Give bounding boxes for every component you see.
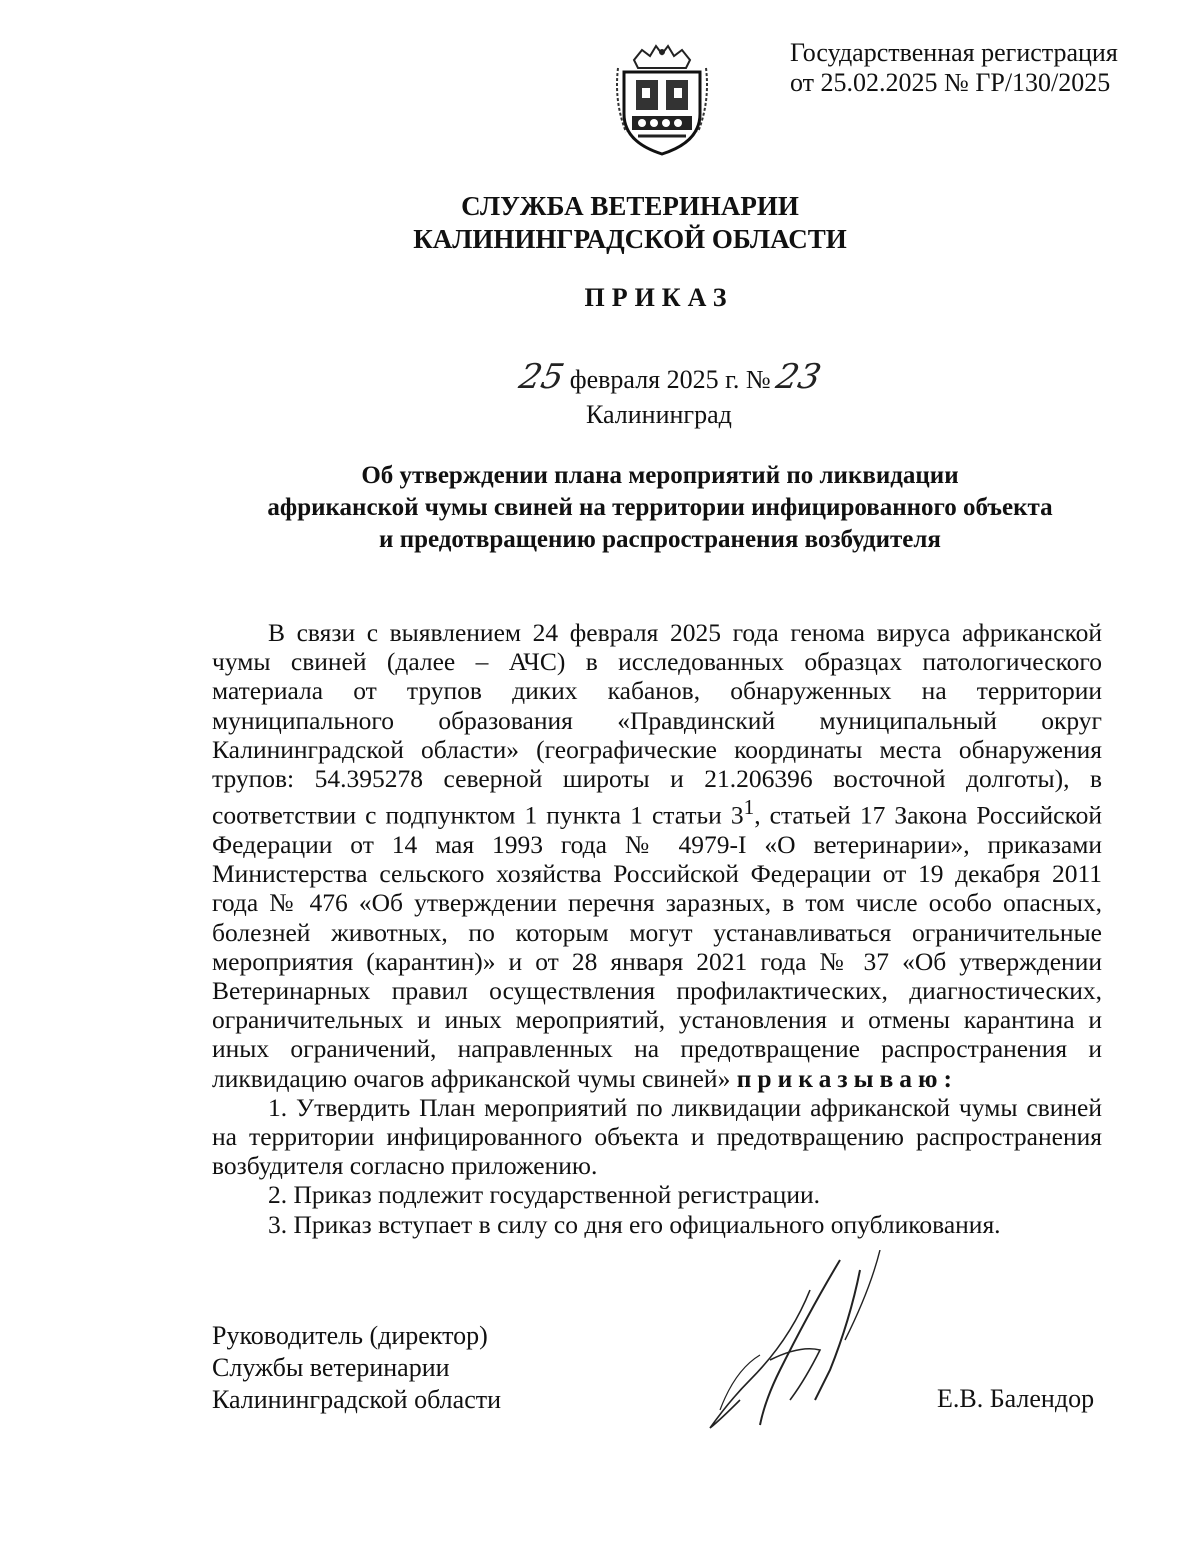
signer-position (212, 1320, 501, 1416)
handwritten-day: 25 (515, 357, 568, 397)
document-type: ПРИКАЗ (584, 283, 734, 312)
title-line-1: Об утверждении плана мероприятий по ликвидации (361, 462, 959, 489)
handwritten-number: 23 (772, 357, 825, 397)
signer-line-2: Службы ветеринарии (212, 1353, 450, 1382)
handwritten-signature-icon (690, 1250, 920, 1440)
signer-line-1: Руководитель (директор) (212, 1321, 488, 1350)
signer-line-3: Калининградской области (212, 1385, 502, 1414)
title-line-2: африканской чумы свиней на территории инфицированного объекта (267, 494, 1053, 521)
title-line-3: и предотвращению распространения возбудителя (379, 526, 941, 553)
organization-name (0, 190, 1200, 256)
registration-stamp (790, 38, 1170, 98)
preamble-part-2: , статьей 17 Закона Российской Федерации от 14 мая 1993 года № 4979-I «О ветеринарии», приказами Министерства сельского хозяйства Российской Федерации от 19 декабря 2011 года № 476 «Об утверждении перечня заразных, в том числе особо опасных, болезней животных, по которым могут устанавливаться ограничительные мероприятия (карантин)» и от 28 января 2021 года № 37 «Об утверждении Ветеринарных правил осуществления профилактических, диагностических, ограничительных и иных мероприятий, установления и отмены карантина и иных ограничений, направленных на предотвращение распространения и ликвидацию очагов африканской чумы свиней» (212, 800, 1102, 1093)
organization-line-2: КАЛИНИНГРАДСКОЙ ОБЛАСТИ (413, 224, 847, 254)
order-word: приказываю: (736, 1063, 958, 1093)
registration-line-1: Государственная регистрация (790, 38, 1118, 67)
organization-line-1: СЛУЖБА ВЕТЕРИНАРИИ (461, 191, 799, 221)
preamble-superscript: 1 (743, 795, 755, 820)
order-item-2: 2. Приказ подлежит государственной регистрации. (268, 1180, 820, 1210)
place-of-issue: Калининград (586, 400, 732, 429)
order-item-1: 1. Утвердить План мероприятий по ликвидации африканской чумы свиней на территории инфицированного объекта и предотвращению распространения возбудителя согласно приложению. (212, 1092, 1102, 1181)
order-item-3: 3. Приказ вступает в силу со дня его официального опубликования. (268, 1209, 1001, 1239)
preamble-paragraph (212, 618, 1102, 1093)
coat-of-arms-icon (612, 42, 712, 160)
signer-name: Е.В. Балендор (937, 1384, 1095, 1413)
date-month-year: февраля 2025 г. № (569, 365, 771, 394)
document-body (212, 618, 1102, 1239)
date-line (515, 357, 825, 397)
document-title (210, 460, 1110, 556)
registration-line-2: от 25.02.2025 № ГР/130/2025 (790, 68, 1111, 97)
preamble-part-1: В связи с выявлением 24 февраля 2025 года генома вируса африканской чумы свиней (далее – АЧС) в исследованных образцах патологического материала от трупов диких кабанов, обнаруженных на территории муниципального образования «Правдинский муниципальный округ Калининградской области» (географические координаты места обнаружения трупов: 54.395278 северной широты и 21.206396 восточной долготы), в соответствии с подпунктом 1 пункта 1 статьи 3 (212, 618, 1102, 830)
